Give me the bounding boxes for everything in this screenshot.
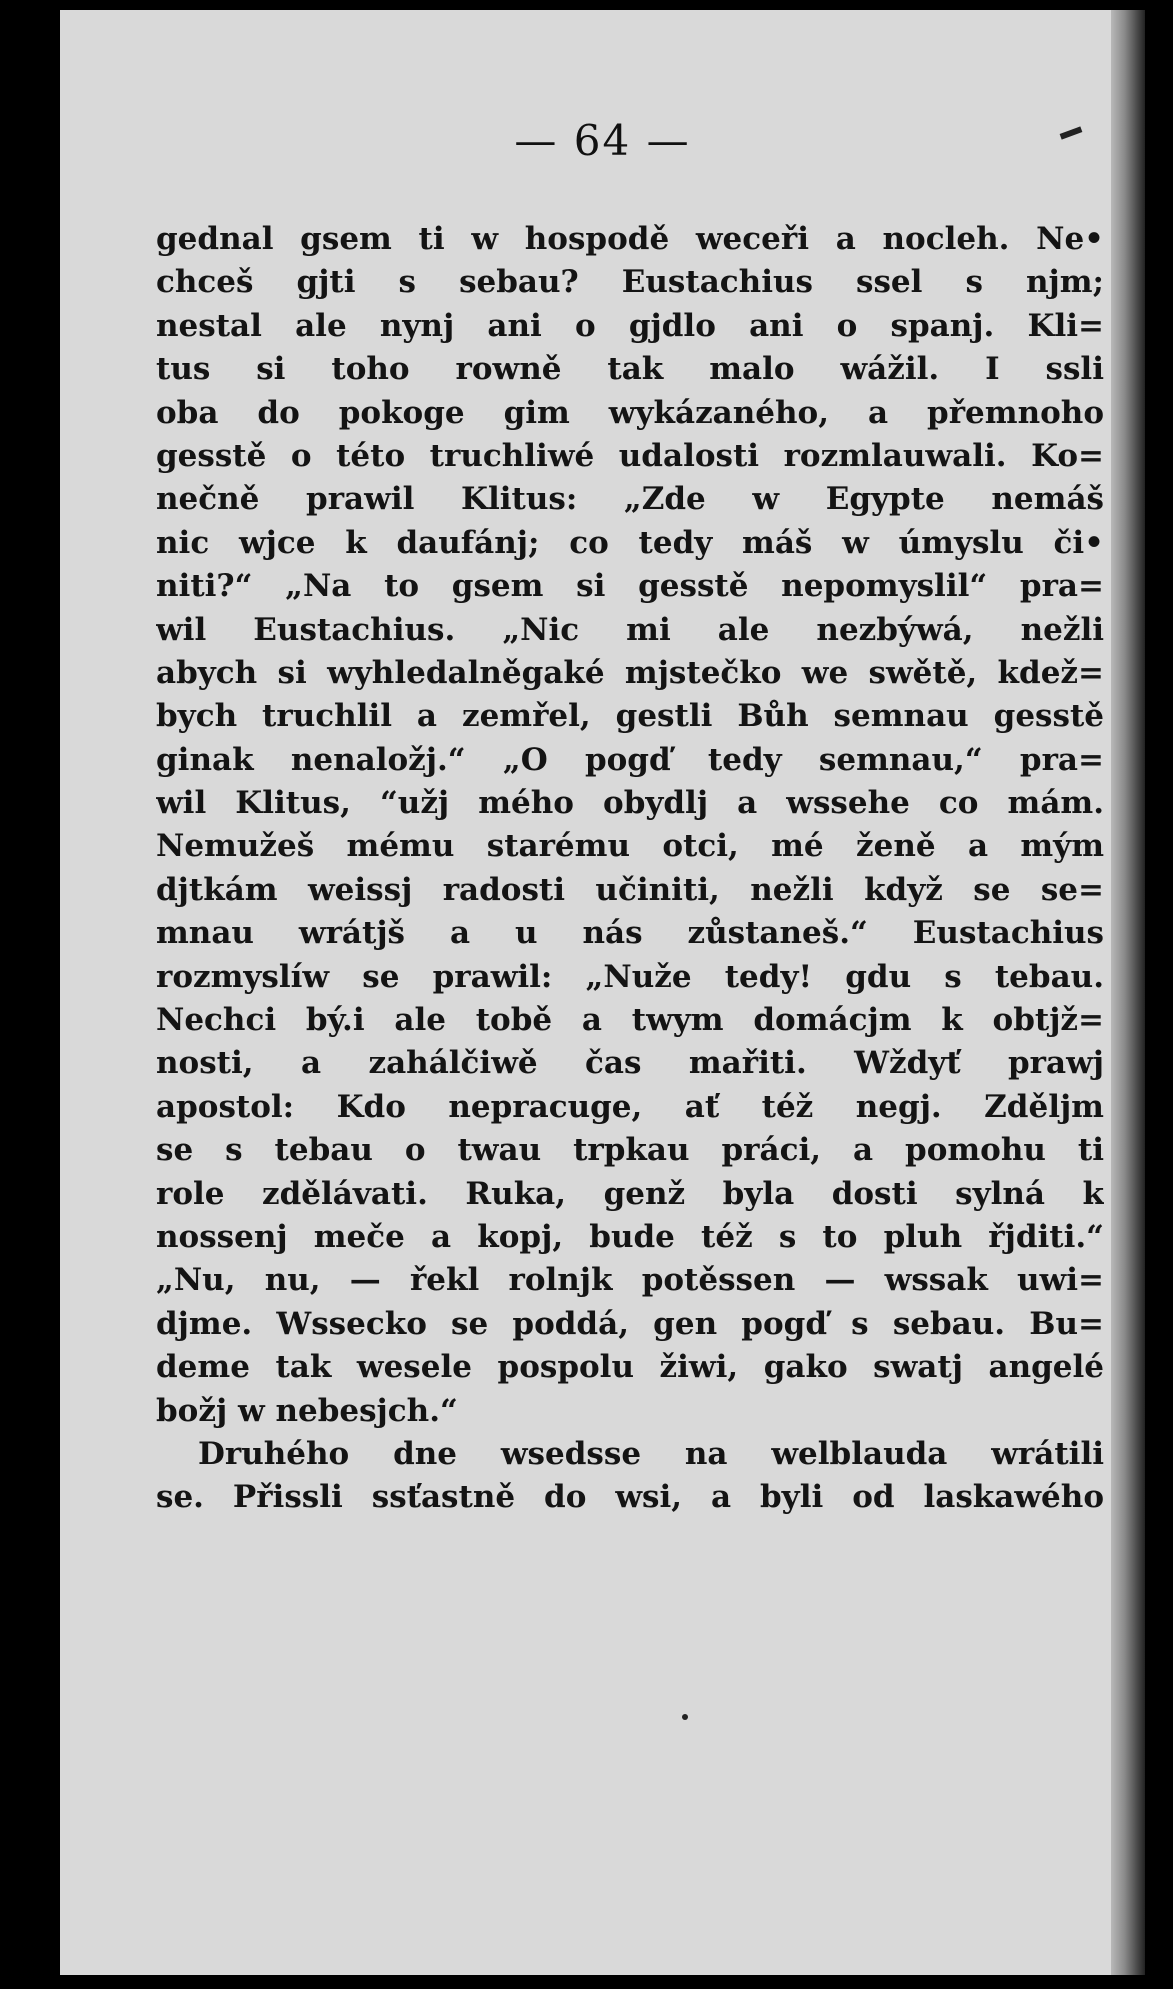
text-line: ginak nenaložj.“ „O pogď tedy semnau,“ pra= — [156, 741, 1104, 778]
text-line: wil Klitus, “užj mého obydlj a wssehe co mám. — [156, 785, 1104, 822]
text-line: deme tak wesele pospolu žiwi, gako swatj angelé — [156, 1349, 1104, 1386]
page-edge-shadow — [1111, 10, 1145, 1975]
text-line: se. Přissli ssťastně do wsi, a byli od laskawého — [156, 1479, 1104, 1516]
text-line: nosti, a zahálčiwě čas mařiti. Wždyť prawj — [156, 1045, 1104, 1082]
ink-speck — [682, 1714, 688, 1720]
text-line: bych truchlil a zemřel, gestli Bůh semnau gesstě — [156, 698, 1104, 735]
text-line: Nechci bý.i ale tobě a twym domácjm k obtjž= — [156, 1002, 1104, 1039]
text-line: role zdělávati. Ruka, genž byla dosti sylná k — [156, 1175, 1104, 1212]
text-line: djme. Wssecko se poddá, gen pogď s sebau. Bu= — [156, 1305, 1104, 1342]
text-line: gednal gsem ti w hospodě weceři a nocleh. Ne• — [156, 221, 1104, 257]
text-line: mnau wrátjš a u nás zůstaneš.“ Eustachius — [156, 915, 1104, 952]
body-text — [156, 218, 1104, 1520]
text-line: tus si toho rowně tak malo wážil. I ssli — [156, 351, 1104, 388]
text-line: Druhého dne wsedsse na welblauda wrátili — [198, 1435, 1104, 1472]
text-line: wil Eustachius. „Nic mi ale nezbýwá, nežli — [156, 611, 1104, 648]
page-number: — 64 — — [514, 116, 691, 165]
text-line: „Nu, nu, — řekl rolnjk potěssen — wssak uwi= — [156, 1262, 1104, 1299]
text-line: rozmyslíw se prawil: „Nuže tedy! gdu s tebau. — [156, 958, 1104, 995]
text-line: nic wjce k daufánj; co tedy máš w úmyslu či• — [156, 524, 1104, 561]
text-line: nossenj meče a kopj, bude též s to pluh řjditi.“ — [156, 1218, 1104, 1255]
text-line: niti?“ „Na to gsem si gesstě nepomyslil“ pra= — [156, 568, 1104, 605]
text-line: djtkám weissj radosti učiniti, nežli když se se= — [156, 871, 1104, 908]
text-line: nečně prawil Klitus: „Zde w Egypte nemáš — [156, 481, 1104, 518]
text-line: Nemužeš mému starému otci, mé ženě a mým — [156, 828, 1104, 865]
text-line: božj w nebesjch.“ — [156, 1392, 458, 1429]
book-page — [60, 10, 1145, 1975]
text-line: se s tebau o twau trpkau práci, a pomohu ti — [156, 1132, 1104, 1169]
text-line: chceš gjti s sebau? Eustachius ssel s njm; — [156, 264, 1104, 301]
text-line: nestal ale nynj ani o gjdlo ani o spanj. Kli= — [156, 307, 1104, 344]
text-line: oba do pokoge gim wykázaného, a přemnoho — [156, 394, 1104, 431]
text-line: abych si wyhledalněgaké mjstečko we swětě, kdež= — [156, 654, 1104, 691]
text-line: gesstě o této truchliwé udalosti rozmlauwali. Ko= — [156, 437, 1104, 474]
text-line: apostol: Kdo nepracuge, ať též negj. Zděljm — [156, 1088, 1104, 1125]
